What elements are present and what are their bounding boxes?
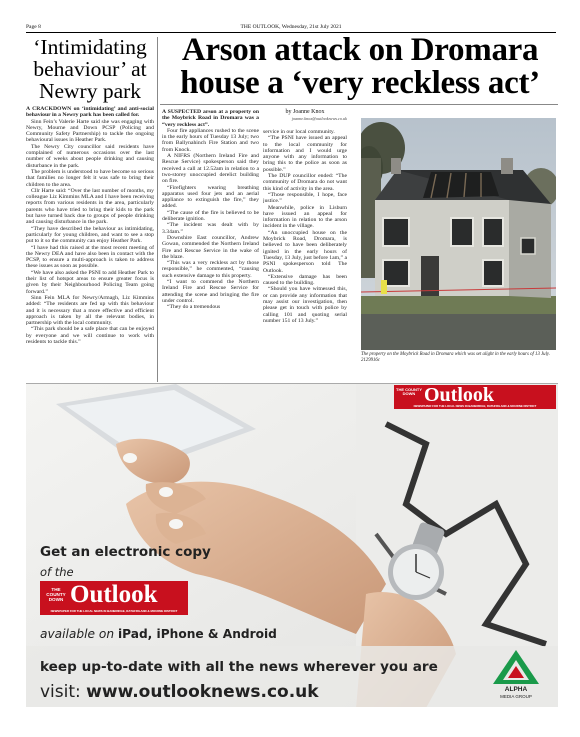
main-story-paragraph: “Firefighters wearing breathing apparatus used four jets and an aerial appliance to extinguish the fire,” they added. — [162, 184, 259, 210]
alpha-subtitle: MEDIA GROUP — [500, 694, 532, 699]
house-illustration — [361, 118, 556, 350]
available-devices: iPad, iPhone & Android — [117, 627, 277, 641]
headline-divider — [160, 104, 558, 105]
visit-website-link[interactable] — [40, 682, 319, 702]
available-prefix: available on — [40, 627, 118, 641]
visit-prefix: visit: — [40, 682, 87, 702]
logo-county-text: THE COUNTY DOWN — [46, 587, 66, 602]
arson-house-photo — [361, 118, 556, 350]
main-story-paragraph: The DUP councillor ended: “The community of Dromara do not want this kind of activity in the area. — [263, 173, 347, 192]
logo-outlook-text: Outlook — [70, 581, 158, 608]
main-story-paragraph: “Should you have witnessed this, or can provide any information that may assist our investigation, then please get in touch with police by calling 101 and quoting serial number 151 of 13 July.” — [263, 286, 347, 324]
main-story-paragraph: Downshire East councillor, Andrew Gowan, commended the Northern Ireland Fire and Rescue Service in the wake of the blaze. — [162, 234, 259, 260]
main-story-paragraph: Meanwhile, police in Lisburn have issued an appeal for information in relation to the arson incident in the village. — [263, 204, 347, 230]
page-number: Page 8 — [26, 24, 41, 30]
logo-outlook-text: Outlook — [424, 384, 495, 406]
get-copy-text: Get an electronic copy — [40, 544, 211, 560]
left-story-paragraph: “I have had this raised at the most recent meeting of the Newry DEA and have also been in contact with the PCSP, to ensure a multi-approach is taken to address these issues as soon as possible. — [26, 244, 154, 270]
main-story-paragraph: “They do a tremendous — [167, 304, 221, 311]
logo-strapline: NEWSPAPER FOR THE LOCAL NEWS IN BANBRIDGE, RATHFRILAND & MOURNE DISTRICT — [50, 609, 178, 613]
outlook-logo-main[interactable] — [40, 581, 188, 615]
left-story-paragraph: Cllr Harte said: “Over the last number of months, my colleague Liz Kimmins MLA and I have been receiving reports from various residents in the area, particularly parents who have tried to bring their kids to the park but have turned back due to groups of people drinking and causing disturbance in the park. — [26, 187, 154, 226]
left-story-paragraph: Sinn Fein MLA for Newry/Armagh, Liz Kimmins added: “The residents are fed up with this behaviour and it is necessary that a more effective and efficient approach is taken by all the relevant bodies, in partnership with the local community. — [26, 294, 154, 327]
left-story-paragraph: Sinn Fein’s Valerie Harte said she was engaging with Newry, Mourne and Down PCSP (Policing and Community Safety Partnership) to tackle the ongoing behavioural issues in Heather Park. — [26, 118, 154, 144]
outlook-advert[interactable] — [26, 383, 558, 707]
left-story-paragraph: “We have also asked the PSNI to add Heather Park to their list of hotspot areas to ensure greater focus is given by their Neighbourhood Policing Team going forward.” — [26, 269, 154, 295]
photo-caption: The property on the Moybrick Road in Dromara which was set alight in the early hours of 13 July. 2129916c — [361, 352, 550, 363]
logo-county-text: THE COUNTY DOWN — [396, 387, 422, 397]
alpha-triangle-icon — [481, 646, 551, 686]
column-divider — [157, 37, 158, 382]
main-story-paragraph: “I want to commend the Northern Ireland Fire and Rescue Service for attending the scene and bringing the fire under control. — [162, 279, 259, 304]
available-on-text — [40, 627, 277, 641]
outlook-logo-top[interactable] — [394, 385, 556, 409]
alpha-media-logo[interactable] — [481, 646, 551, 704]
left-story-headline: ‘Intimidating behaviour’ at Newry park — [33, 35, 147, 103]
main-story-paragraph: A NIFRS (Northern Ireland Fire and Rescue Service) spokesperson said they received a call at 12.52am in relation to a two-storey unoccupied derelict building on fire. — [162, 153, 259, 185]
main-story-paragraph: “Those responsible, I hope, face justice.” — [263, 191, 347, 205]
main-story-paragraph: “Extensive damage has been caused to the building. — [263, 273, 347, 287]
alpha-name: ALPHA — [504, 686, 528, 693]
main-story-paragraph: “This was a very reckless act by those responsible,” he commented, “causing such extensive damage to this property. — [162, 260, 259, 279]
main-story-headline: Arson attack on Dromara house a ‘very reckless act’ — [180, 32, 540, 101]
main-story-paragraph: “The PSNI have issued an appeal to the local community for information and I would urge anyone with any information to bring this to the police as soon as possible.” — [263, 135, 347, 173]
left-story-body — [26, 106, 154, 380]
keep-up-text: keep up-to-date with all the news wherever you are — [40, 659, 438, 675]
main-story-paragraph: Four fire appliances rushed to the scene in the early hours of Tuesday 13 July; two from Ballynahinch Fire Station and two from Knock. — [162, 127, 259, 153]
main-story-paragraph: service in our local community. — [263, 129, 335, 135]
byline-email: joanne.knox@outlooknews.co.uk — [291, 116, 347, 121]
left-story-paragraph: The Newry City councillor said residents have complained of numerous occasions over the last number of weeks about people drinking and causing disturbance in the park. — [26, 143, 154, 169]
website-url[interactable]: www.outlooknews.co.uk — [86, 682, 319, 702]
left-story-paragraph: “This park should be a safe place that can be enjoyed by everyone and we will continue to work with residents to tackle this.” — [26, 326, 154, 345]
left-story-paragraph: A CRACKDOWN on ‘intimidating’ and anti-social behaviour in a Newry park has been called for. — [26, 106, 154, 119]
page-header-text: THE OUTLOOK, Wednesday, 21st July 2021 — [240, 24, 342, 30]
of-the-text: of the — [40, 565, 74, 579]
main-story-column-2 — [263, 129, 347, 380]
byline: by Joanne Knox — [285, 109, 325, 115]
left-story-paragraph: The problem is understood to have become so serious that families no longer felt it was safe to bring their children to the area. — [26, 168, 154, 188]
main-story-paragraph: “The incident was dealt with by 3.34am.” — [162, 222, 259, 235]
main-story-paragraph: A SUSPECTED arson at a property on the Moybrick Road in Dromara was a “very reckless act”. — [162, 109, 259, 128]
main-story-paragraph: “An unoccupied house on the Moybrick Road, Dromara, is believed to have been deliberately ignited in the early hours of Tuesday, 13 July, just before 1am,” a PSNI spokesperson told The Outlook. — [263, 229, 347, 274]
logo-strapline: NEWSPAPER FOR THE LOCAL NEWS IN BANBRIDGE, RATHFRILAND & MOURNE DISTRICT — [413, 404, 537, 408]
main-story-paragraph: “The cause of the fire is believed to be deliberate ignition. — [162, 209, 259, 223]
left-story-paragraph: “They have described the behaviour as intimidating, particularly for young children, and want to see a stop put to it so the community can enjoy Heather Park. — [26, 225, 154, 245]
main-story-column-1 — [162, 109, 259, 380]
